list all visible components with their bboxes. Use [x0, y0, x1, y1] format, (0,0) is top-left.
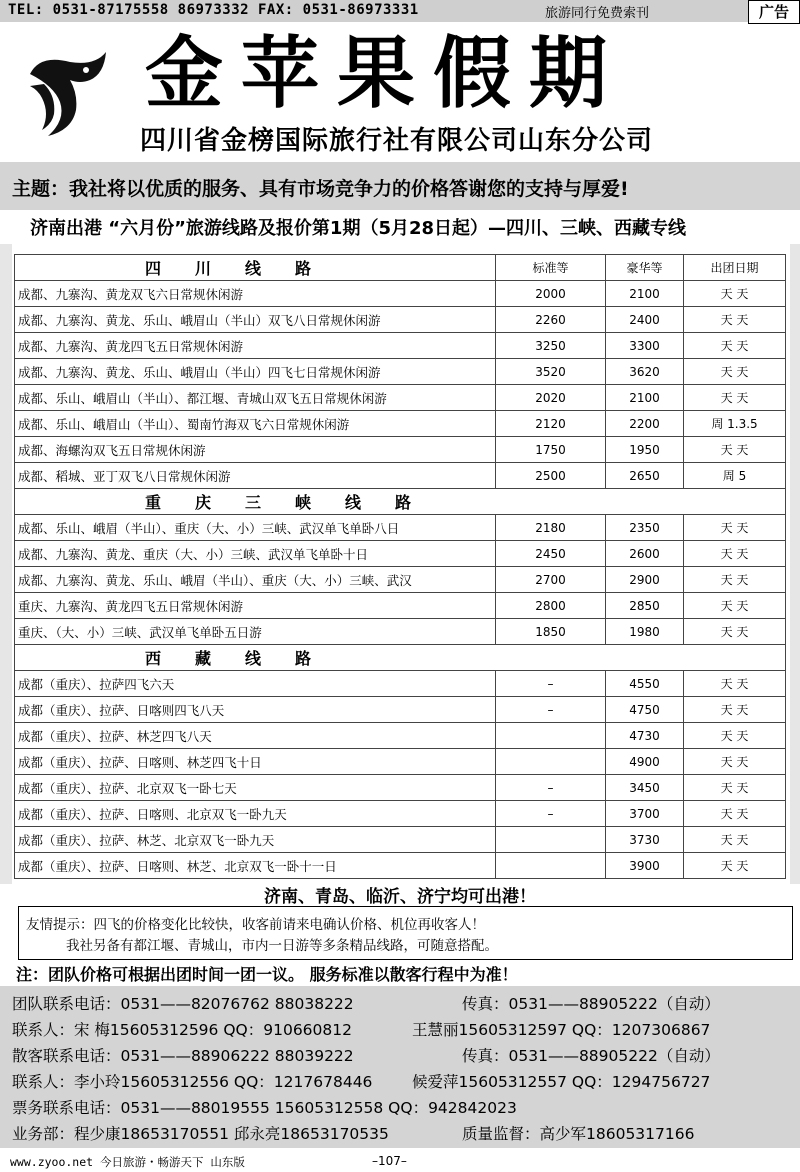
route-row — [15, 385, 786, 411]
route-standard — [496, 853, 606, 879]
route-standard: 2000 — [496, 281, 606, 307]
route-route: 成都、稻城、亚丁双飞八日常规休闲游 — [15, 463, 496, 489]
business-dept: 业务部：程少康18653170551 邱永亮18653170535 — [12, 1125, 389, 1143]
route-luxury: 2350 — [606, 515, 684, 541]
theme-text: 主题：我社将以优质的服务、具有市场竞争力的价格答谢您的支持与厚爱! — [12, 178, 629, 200]
route-date: 天 天 — [684, 515, 786, 541]
price-list-subtitle: 济南出港 “六月份”旅游线路及报价第1期（5月28日起）—四川、三峡、西藏专线 — [30, 218, 687, 239]
route-row — [15, 775, 786, 801]
route-standard: 2500 — [496, 463, 606, 489]
route-date: 天 天 — [684, 671, 786, 697]
route-row — [15, 593, 786, 619]
route-standard: – — [496, 801, 606, 827]
left-gray-margin — [0, 244, 12, 884]
page-footer — [0, 1150, 800, 1172]
contact-song: 联系人：宋 梅15605312596 QQ：910660812 — [12, 1021, 352, 1039]
column-header-luxury: 豪华等 — [606, 255, 684, 281]
route-route: 成都、乐山、峨眉山（半山）、都江堰、青城山双飞五日常规休闲游 — [15, 385, 496, 411]
route-row — [15, 671, 786, 697]
route-route: 成都（重庆）、拉萨、日喀则四飞八天 — [15, 697, 496, 723]
contact-li: 联系人：李小玲15605312556 QQ：1217678446 — [12, 1073, 373, 1091]
route-row — [15, 515, 786, 541]
route-standard: 1850 — [496, 619, 606, 645]
column-header-standard: 标准等 — [496, 255, 606, 281]
route-standard: 2120 — [496, 411, 606, 437]
route-date: 天 天 — [684, 385, 786, 411]
route-route: 成都（重庆）、拉萨、日喀则、北京双飞一卧九天 — [15, 801, 496, 827]
route-row — [15, 307, 786, 333]
route-row — [15, 541, 786, 567]
route-standard: 2020 — [496, 385, 606, 411]
right-gray-margin — [790, 244, 800, 884]
brand-name: 金苹果假期 — [145, 28, 626, 119]
route-date: 天 天 — [684, 567, 786, 593]
retail-fax: 传真：0531——88905222（自动） — [462, 1047, 720, 1065]
route-date: 天 天 — [684, 359, 786, 385]
contact-panel — [0, 986, 800, 1148]
route-route: 成都、九寨沟、黄龙、乐山、峨眉（半山）、重庆（大、小）三峡、武汉 — [15, 567, 496, 593]
route-route: 成都（重庆）、拉萨、日喀则、林芝四飞十日 — [15, 749, 496, 775]
section-header-row — [15, 489, 786, 515]
route-row — [15, 853, 786, 879]
route-route: 成都、九寨沟、黄龙四飞五日常规休闲游 — [15, 333, 496, 359]
section-header-row — [15, 645, 786, 671]
route-luxury: 2600 — [606, 541, 684, 567]
route-standard — [496, 827, 606, 853]
route-date: 天 天 — [684, 307, 786, 333]
route-route: 成都、九寨沟、黄龙、乐山、峨眉山（半山）双飞八日常规休闲游 — [15, 307, 496, 333]
route-route: 成都、乐山、峨眉（半山）、重庆（大、小）三峡、武汉单飞单卧八日 — [15, 515, 496, 541]
route-row — [15, 463, 786, 489]
route-date: 天 天 — [684, 827, 786, 853]
route-luxury: 1980 — [606, 619, 684, 645]
route-date: 天 天 — [684, 333, 786, 359]
ticket-phone: 票务联系电话：0531——88019555 15605312558 QQ：942842023 — [12, 1099, 517, 1117]
route-luxury: 3730 — [606, 827, 684, 853]
route-luxury: 3900 — [606, 853, 684, 879]
top-contact-text: TEL: 0531-87175558 86973332 FAX: 0531-86973331 — [8, 2, 419, 18]
route-row — [15, 723, 786, 749]
route-date: 天 天 — [684, 697, 786, 723]
route-luxury: 2400 — [606, 307, 684, 333]
route-standard: 1750 — [496, 437, 606, 463]
route-route: 成都（重庆）、拉萨四飞六天 — [15, 671, 496, 697]
route-date: 天 天 — [684, 853, 786, 879]
route-date: 天 天 — [684, 723, 786, 749]
route-luxury: 3620 — [606, 359, 684, 385]
route-luxury: 4750 — [606, 697, 684, 723]
route-luxury: 4730 — [606, 723, 684, 749]
route-row — [15, 801, 786, 827]
route-row — [15, 333, 786, 359]
column-header-departure: 出团日期 — [684, 255, 786, 281]
route-route: 成都（重庆）、拉萨、北京双飞一卧七天 — [15, 775, 496, 801]
footer-site: www.zyoo.net 今日旅游・畅游天下 山东版 — [10, 1155, 245, 1169]
route-luxury: 2850 — [606, 593, 684, 619]
route-date: 天 天 — [684, 775, 786, 801]
route-route: 成都（重庆）、拉萨、林芝四飞八天 — [15, 723, 496, 749]
route-row — [15, 281, 786, 307]
route-standard: – — [496, 671, 606, 697]
route-route: 重庆、九寨沟、黄龙四飞五日常规休闲游 — [15, 593, 496, 619]
route-route: 成都、九寨沟、黄龙、乐山、峨眉山（半山）四飞七日常规休闲游 — [15, 359, 496, 385]
section-title: 重庆三峡线路 — [15, 489, 786, 515]
route-luxury: 3700 — [606, 801, 684, 827]
route-route: 重庆、（大、小）三峡、武汉单飞单卧五日游 — [15, 619, 496, 645]
route-route: 成都、乐山、峨眉山（半山）、蜀南竹海双飞六日常规休闲游 — [15, 411, 496, 437]
route-route: 成都、海螺沟双飞五日常规休闲游 — [15, 437, 496, 463]
route-date: 天 天 — [684, 437, 786, 463]
route-route: 成都、九寨沟、黄龙双飞六日常规休闲游 — [15, 281, 496, 307]
route-luxury: 2900 — [606, 567, 684, 593]
route-standard: 3250 — [496, 333, 606, 359]
route-row — [15, 567, 786, 593]
route-row — [15, 437, 786, 463]
route-standard: – — [496, 697, 606, 723]
section-title: 四川线路 — [15, 255, 496, 281]
team-fax: 传真：0531——88905222（自动） — [462, 995, 720, 1013]
route-luxury: 3300 — [606, 333, 684, 359]
route-date: 天 天 — [684, 541, 786, 567]
section-header-row — [15, 255, 786, 281]
route-luxury: 1950 — [606, 437, 684, 463]
route-standard: 2800 — [496, 593, 606, 619]
route-standard: 3520 — [496, 359, 606, 385]
route-luxury: 4550 — [606, 671, 684, 697]
group-price-note: 注：团队价格可根据出团时间一团一议。 服务标准以散客行程中为准！ — [16, 965, 518, 984]
route-standard: – — [496, 775, 606, 801]
retail-phone: 散客联系电话：0531——88906222 88039222 — [12, 1047, 354, 1065]
route-date: 天 天 — [684, 281, 786, 307]
route-route: 成都、九寨沟、黄龙、重庆（大、小）三峡、武汉单飞单卧十日 — [15, 541, 496, 567]
route-luxury: 2650 — [606, 463, 684, 489]
route-luxury: 3450 — [606, 775, 684, 801]
team-phone: 团队联系电话：0531——82076762 88038222 — [12, 995, 354, 1013]
route-row — [15, 411, 786, 437]
route-route: 成都（重庆）、拉萨、林芝、北京双飞一卧九天 — [15, 827, 496, 853]
route-route: 成都（重庆）、拉萨、日喀则、林芝、北京双飞一卧十一日 — [15, 853, 496, 879]
route-date: 天 天 — [684, 619, 786, 645]
route-standard: 2450 — [496, 541, 606, 567]
route-luxury: 2100 — [606, 281, 684, 307]
route-standard: 2700 — [496, 567, 606, 593]
ad-badge: 广告 — [748, 0, 800, 24]
route-standard — [496, 749, 606, 775]
golden-apple-logo-icon — [20, 44, 120, 144]
route-row — [15, 749, 786, 775]
friendly-tip-line1: 友情提示：四飞的价格变化比较快，收客前请来电确认价格、机位再收客人！ — [26, 917, 485, 933]
page-number: –107– — [372, 1154, 407, 1168]
departure-ports: 济南、青岛、临沂、济宁均可出港！ — [264, 887, 536, 907]
route-date: 天 天 — [684, 593, 786, 619]
free-request-tagline: 旅游同行免费索刊 — [545, 6, 650, 21]
route-standard: 2180 — [496, 515, 606, 541]
route-date: 天 天 — [684, 801, 786, 827]
route-date: 周 1.3.5 — [684, 411, 786, 437]
route-luxury: 2100 — [606, 385, 684, 411]
contact-hou: 候爱萍15605312557 QQ：1294756727 — [412, 1073, 711, 1091]
company-name: 四川省金榜国际旅行社有限公司山东分公司 — [140, 126, 654, 156]
friendly-tip-line2: 我社另备有都江堰、青城山，市内一日游等多条精品线路，可随意搭配。 — [66, 938, 498, 954]
route-date: 天 天 — [684, 749, 786, 775]
route-row — [15, 697, 786, 723]
route-luxury: 2200 — [606, 411, 684, 437]
route-price-table — [14, 254, 786, 879]
route-date: 周 5 — [684, 463, 786, 489]
section-title: 西藏线路 — [15, 645, 786, 671]
quality-supervisor: 质量监督：高少军18605317166 — [462, 1125, 695, 1143]
top-contact-bar — [0, 0, 800, 22]
route-row — [15, 359, 786, 385]
route-standard: 2260 — [496, 307, 606, 333]
contact-wang: 王慧丽15605312597 QQ：1207306867 — [412, 1021, 711, 1039]
route-row — [15, 827, 786, 853]
route-row — [15, 619, 786, 645]
route-luxury: 4900 — [606, 749, 684, 775]
route-standard — [496, 723, 606, 749]
